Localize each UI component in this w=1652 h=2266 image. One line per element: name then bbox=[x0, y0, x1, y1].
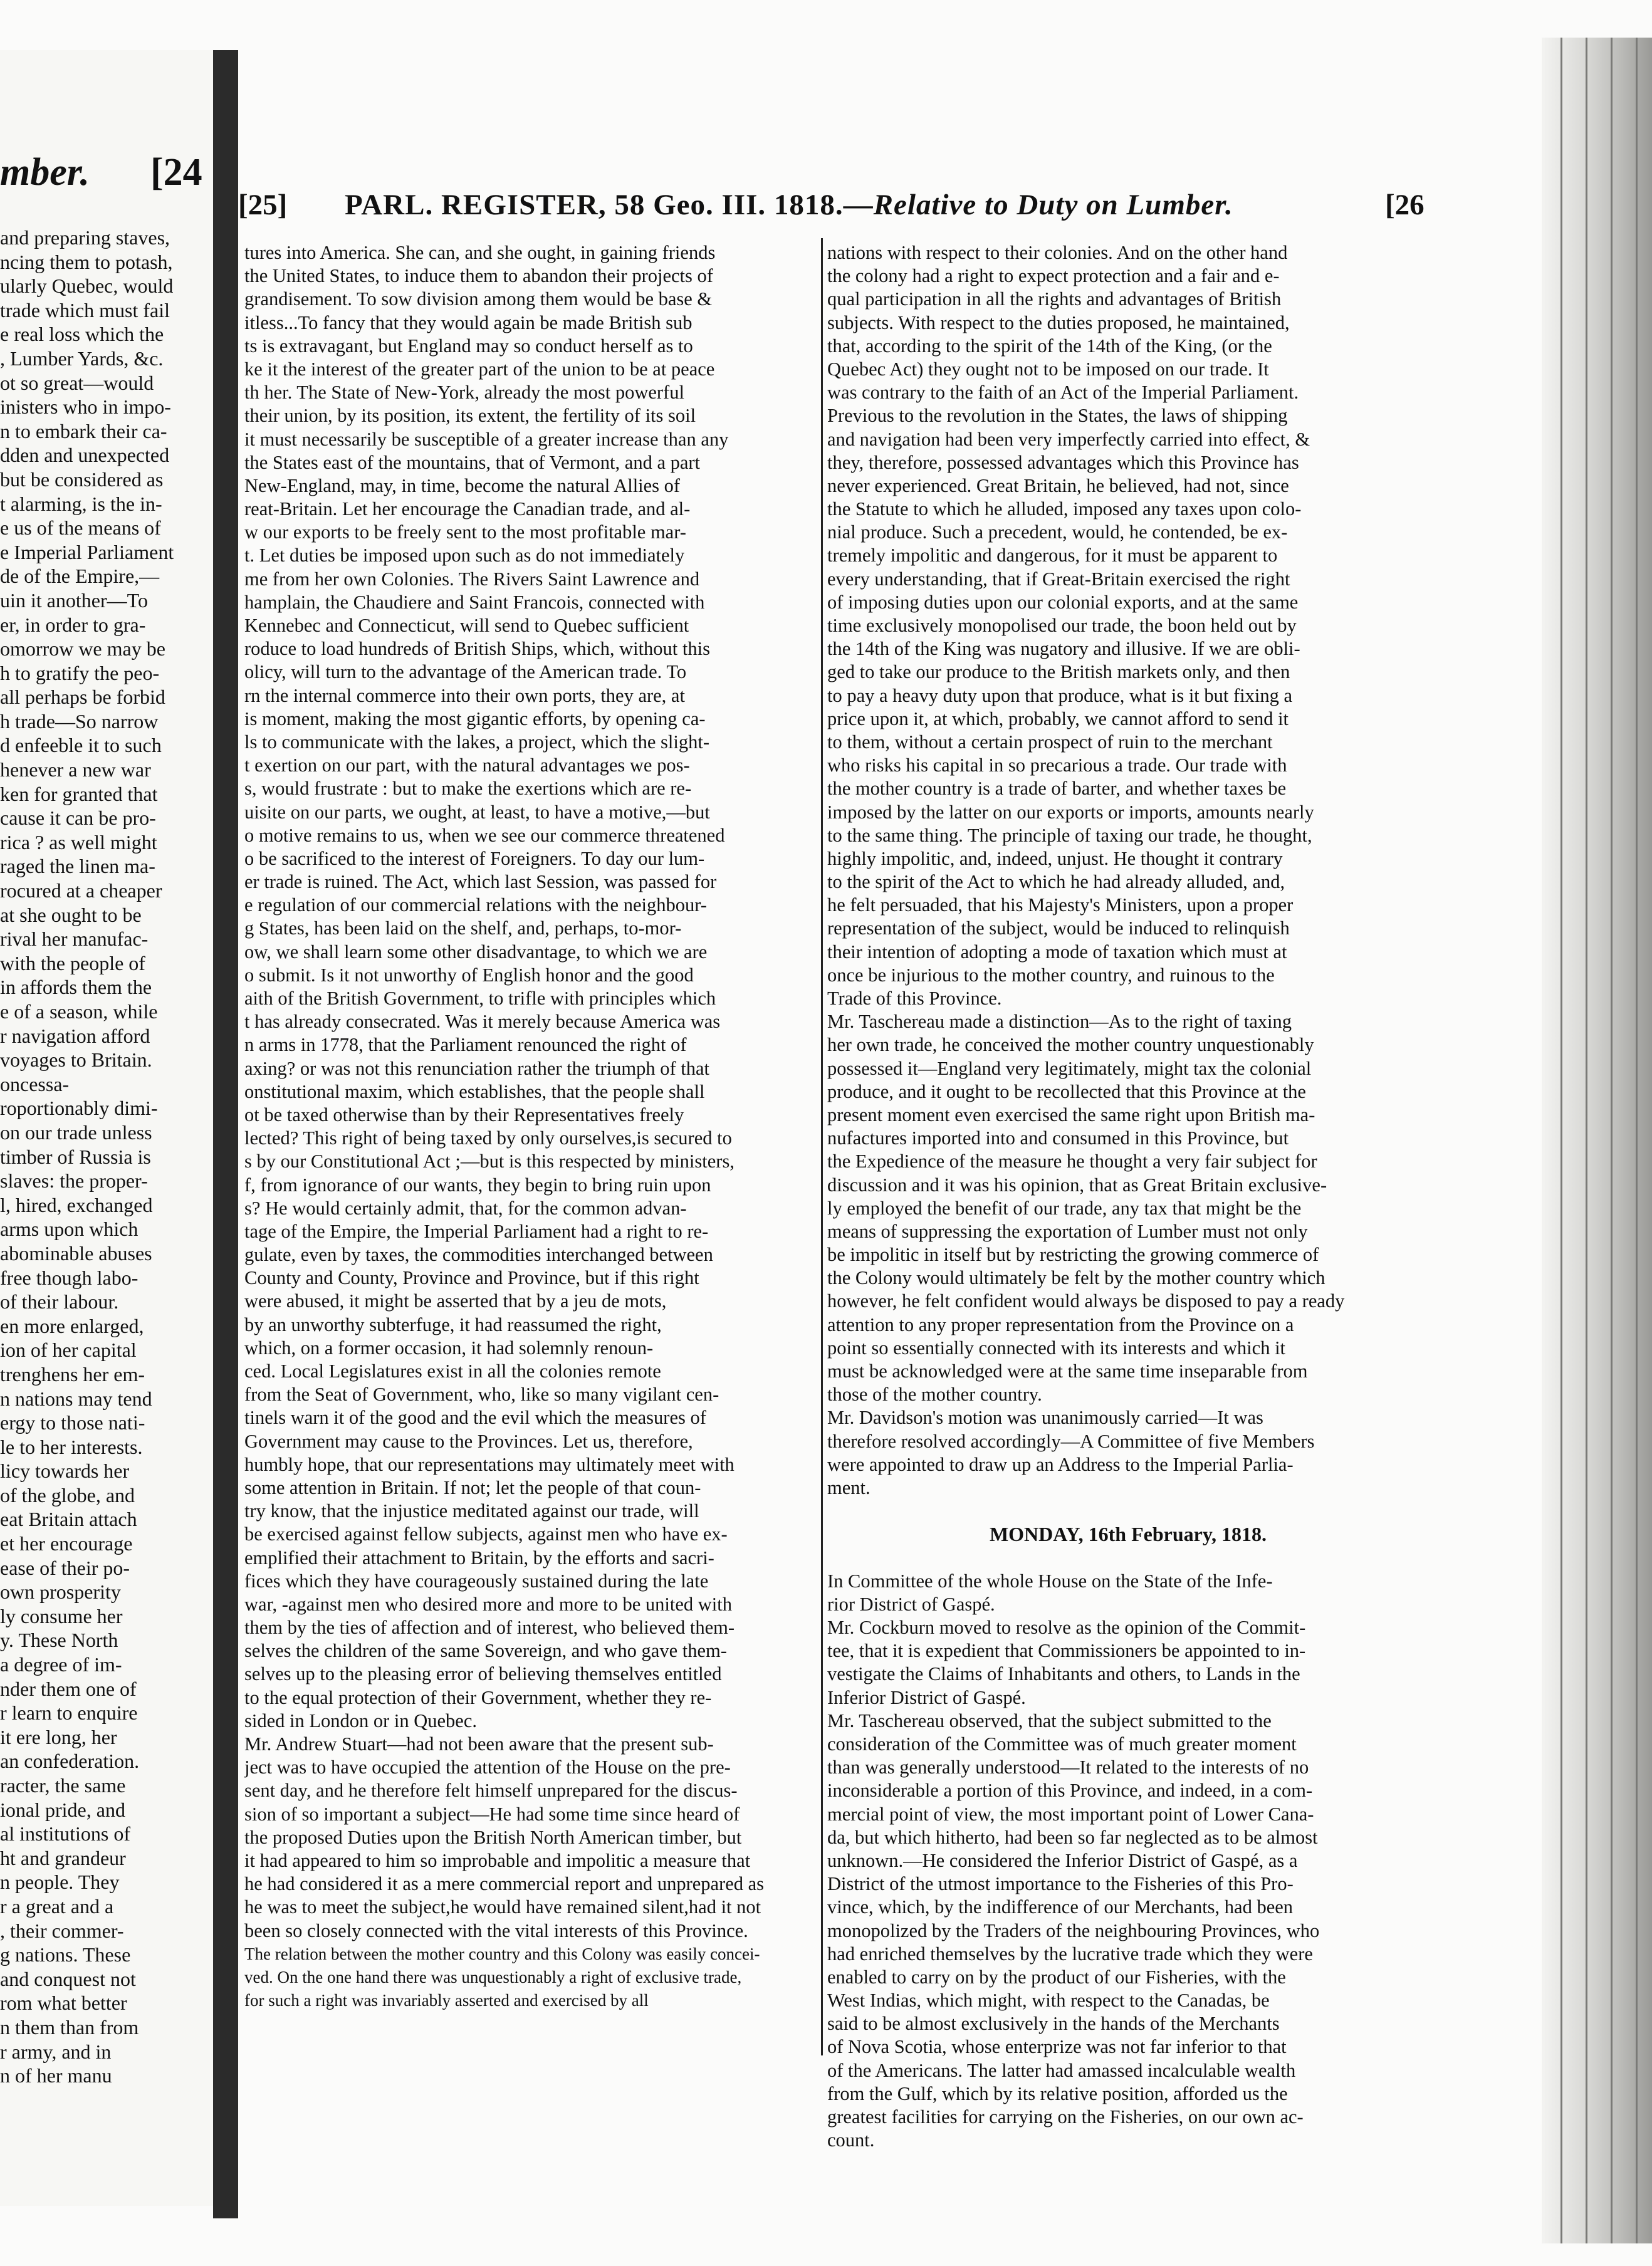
header-title bbox=[345, 188, 1233, 222]
text-line: imposed by the latter on our exports or imports, amounts nearly bbox=[827, 801, 1314, 823]
text-line: he was to meet the subject,he would have remained silent,had it not bbox=[244, 1896, 761, 1918]
text-line: which, on a former occasion, it had solemnly renoun- bbox=[244, 1337, 654, 1359]
facing-running-head: mber. bbox=[0, 151, 90, 194]
text-line: at she ought to be bbox=[0, 903, 142, 926]
text-line: fices which they have courageously sustained during the late bbox=[244, 1570, 709, 1592]
text-line: , Lumber Yards, &c. bbox=[0, 347, 164, 370]
text-line: nder them one of bbox=[0, 1677, 137, 1700]
text-line: rocured at a cheaper bbox=[0, 879, 162, 902]
text-line: er trade is ruined. The Act, which last Session, was passed for bbox=[244, 871, 717, 893]
text-line: roportionably dimi- bbox=[0, 1097, 158, 1120]
text-line: their intention of adopting a mode of taxation which must at bbox=[827, 941, 1287, 963]
text-line bbox=[827, 1500, 1429, 1523]
text-line bbox=[827, 1547, 1429, 1570]
text-line: grandisement. To sow division among them would be base & bbox=[244, 288, 713, 310]
text-line: r navigation afford bbox=[0, 1024, 150, 1047]
text-line: a degree of im- bbox=[0, 1653, 122, 1676]
text-line: he had considered it as a mere commercial report and unprepared as bbox=[244, 1873, 765, 1895]
text-line: racter, the same bbox=[0, 1774, 126, 1797]
text-line: the Expedience of the measure he thought a very fair subject for bbox=[827, 1151, 1317, 1172]
text-line: tures into America. She can, and she ought, in gaining friends bbox=[244, 242, 716, 263]
text-line: g nations. These bbox=[0, 1943, 131, 1966]
text-line: e regulation of our commercial relations with the neighbour- bbox=[244, 894, 707, 916]
text-line: tinels warn it of the good and the evil which the measures of bbox=[244, 1407, 706, 1429]
text-line: the United States, to induce them to abandon their projects of bbox=[244, 265, 713, 287]
text-line: omorrow we may be bbox=[0, 637, 165, 660]
text-line: possessed it—England very legitimately, might tax the colonial bbox=[827, 1057, 1312, 1079]
text-line: of imposing duties upon our colonial exports, and at the same bbox=[827, 591, 1299, 613]
text-line: l, hired, exchanged bbox=[0, 1193, 153, 1216]
text-line: nations with respect to their colonies. And on the other hand bbox=[827, 242, 1288, 263]
text-line: than was generally understood—It related to the interests of no bbox=[827, 1757, 1309, 1778]
text-line: on our trade unless bbox=[0, 1120, 152, 1144]
text-line: once be injurious to the mother country, and ruinous to the bbox=[827, 964, 1275, 986]
text-line: o submit. Is it not unworthy of English honor and the good bbox=[244, 964, 694, 986]
text-line: District of the utmost importance to the Fisheries of this Pro- bbox=[827, 1873, 1294, 1895]
text-line: is moment, making the most gigantic efforts, by opening ca- bbox=[244, 707, 706, 729]
text-line: free though labo- bbox=[0, 1266, 139, 1289]
page-edge-line bbox=[1611, 38, 1613, 2243]
text-line: and conquest not bbox=[0, 1967, 136, 1990]
text-line: from the Gulf, which by its relative position, afforded us the bbox=[827, 2082, 1288, 2104]
text-line: Government may cause to the Provinces. Let us, therefore, bbox=[244, 1430, 693, 1452]
header-title-italic: Relative to Duty on Lumber. bbox=[873, 189, 1233, 221]
facing-page-header bbox=[0, 150, 213, 195]
text-line: to the spirit of the Act to which he had already alluded, and, bbox=[827, 871, 1285, 893]
text-line: ion of her capital bbox=[0, 1339, 137, 1362]
text-line: County and County, Province and Province, but if this right bbox=[244, 1267, 699, 1289]
text-line: her own trade, he conceived the mother country unquestionably bbox=[827, 1034, 1314, 1056]
text-line: greatest facilities for carrying on the Fisheries, on our own ac- bbox=[827, 2106, 1304, 2128]
page-edge-line bbox=[1586, 38, 1587, 2243]
text-line: h to gratify the peo- bbox=[0, 661, 160, 684]
text-line: o be sacrificed to the interest of Foreigners. To day our lum- bbox=[244, 847, 705, 869]
facing-page-text bbox=[0, 226, 207, 2088]
text-line: axing? or was not this renunciation rather the triumph of that bbox=[244, 1057, 709, 1079]
text-line: produce, and it ought to be recollected that this Province at the bbox=[827, 1080, 1306, 1102]
text-line: The relation between the mother country and this Colony was easily concei- bbox=[244, 1944, 760, 1963]
text-line: it had appeared to him so improbable and impolitic a measure that bbox=[244, 1849, 751, 1871]
text-line: de of the Empire,— bbox=[0, 565, 160, 588]
text-line: rom what better bbox=[0, 1992, 127, 2015]
text-line: er, in order to gra- bbox=[0, 613, 146, 636]
text-line: In Committee of the whole House on the State of the Infe- bbox=[827, 1570, 1273, 1592]
text-line: ly consume her bbox=[0, 1604, 123, 1627]
text-line: ly employed the benefit of our trade, any tax that might be the bbox=[827, 1197, 1302, 1219]
text-line: of Nova Scotia, whose enterprize was not far inferior to that bbox=[827, 2036, 1287, 2058]
text-line: lected? This right of being taxed by only ourselves,is secured to bbox=[244, 1127, 732, 1149]
header-title-plain: PARL. REGISTER, 58 Geo. III. 1818.— bbox=[345, 189, 874, 221]
text-line: vince, which, by the indifference of our Merchants, had been bbox=[827, 1896, 1294, 1918]
text-line: ken for granted that bbox=[0, 782, 158, 805]
text-line: ot so great—would bbox=[0, 371, 154, 394]
text-line: th her. The State of New-York, already the most powerful bbox=[244, 382, 684, 404]
text-line: t has already consecrated. Was it merely because America was bbox=[244, 1011, 721, 1033]
text-line: olicy, will turn to the advantage of the American trade. To bbox=[244, 661, 687, 683]
text-line: gulate, even by taxes, the commodities interchanged between bbox=[244, 1244, 713, 1266]
text-line: to the equal protection of their Government, whether they re- bbox=[244, 1686, 712, 1708]
text-line: was contrary to the faith of an Act of the Imperial Parliament. bbox=[827, 382, 1299, 404]
text-line: onstitutional maxim, which establishes, that the people shall bbox=[244, 1080, 705, 1102]
text-line: n arms in 1778, that the Parliament renounced the right of bbox=[244, 1034, 687, 1056]
text-line: to pay a heavy duty upon that produce, what is it but fixing a bbox=[827, 684, 1293, 706]
text-line: war, -against men who desired more and more to be united with bbox=[244, 1593, 733, 1615]
text-line: highly impolitic, and, indeed, unjust. He thought it contrary bbox=[827, 847, 1283, 869]
text-line: rn the internal commerce into their own ports, they are, at bbox=[244, 684, 685, 706]
text-line: an confederation. bbox=[0, 1750, 140, 1773]
text-line: Quebec Act) they ought not to be imposed on our trade. It bbox=[827, 358, 1269, 380]
text-line: every understanding, that if Great-Britain exercised the right bbox=[827, 568, 1290, 590]
text-line: monopolized by the Traders of the neighbouring Provinces, who bbox=[827, 1919, 1320, 1941]
text-line: Mr. Davidson's motion was unanimously carried—It was bbox=[827, 1407, 1263, 1429]
text-line: g States, has been laid on the shelf, and, perhaps, to-mor- bbox=[244, 917, 682, 939]
text-line: arms upon which bbox=[0, 1218, 139, 1241]
text-line: le to her interests. bbox=[0, 1435, 143, 1458]
text-line: of the globe, and bbox=[0, 1483, 135, 1506]
text-line: ject was to have occupied the attention of the House on the pre- bbox=[244, 1757, 731, 1778]
text-line: New-England, may, in time, become the natural Allies of bbox=[244, 474, 681, 496]
text-line: were abused, it might be asserted that by a jeu de mots, bbox=[244, 1290, 667, 1312]
text-line: rior District of Gaspé. bbox=[827, 1593, 995, 1615]
text-line: it must necessarily be susceptible of a greater increase than any bbox=[244, 428, 729, 450]
text-line: own prosperity bbox=[0, 1580, 121, 1604]
text-line: n of her manu bbox=[0, 2064, 112, 2087]
text-line: it ere long, her bbox=[0, 1725, 117, 1748]
text-line: means of suppressing the exportation of Lumber must not only bbox=[827, 1220, 1308, 1242]
text-line: e of a season, while bbox=[0, 1000, 158, 1023]
text-line: n them than from bbox=[0, 2015, 139, 2039]
text-line: those of the mother country. bbox=[827, 1384, 1042, 1406]
text-line: point so essentially connected with its interests and which it bbox=[827, 1337, 1286, 1359]
text-line: da, but which hitherto, had been so far neglected as to be almost bbox=[827, 1826, 1318, 1848]
text-line: s by our Constitutional Act ;—but is this respected by ministers, bbox=[244, 1151, 735, 1172]
text-line: t exertion on our part, with the natural advantages we pos- bbox=[244, 754, 690, 776]
text-line: and preparing staves, bbox=[0, 226, 170, 249]
text-line: trade which must fail bbox=[0, 298, 170, 321]
text-line: sent day, and he therefore felt himself unprepared for the discus- bbox=[244, 1780, 738, 1802]
text-line: r a great and a bbox=[0, 1894, 114, 1918]
text-line: for such a right was invariably asserted and exercised by all bbox=[244, 1991, 649, 2010]
text-line: ergy to those nati- bbox=[0, 1411, 145, 1434]
text-line: nial produce. Such a precedent, would, he contended, be ex- bbox=[827, 521, 1288, 543]
text-line: time exclusively monopolised our trade, the boon held out by bbox=[827, 615, 1297, 636]
text-line: n to embark their ca- bbox=[0, 419, 167, 442]
text-line: Mr. Taschereau made a distinction—As to the right of taxing bbox=[827, 1011, 1292, 1033]
text-line: cause it can be pro- bbox=[0, 807, 156, 830]
text-line: n people. They bbox=[0, 1871, 120, 1894]
text-line: they, therefore, possessed advantages which this Province has bbox=[827, 451, 1299, 473]
text-line: voyages to Britain. bbox=[0, 1048, 152, 1072]
text-line: e real loss which the bbox=[0, 323, 164, 346]
column-right bbox=[827, 241, 1429, 2152]
text-line: s, would frustrate : but to make the exertions which are re- bbox=[244, 778, 692, 800]
text-line: and navigation had been very imperfectly carried into effect, & bbox=[827, 428, 1310, 450]
text-line: ment. bbox=[827, 1476, 870, 1498]
text-line: ged to take our produce to the British markets only, and then bbox=[827, 661, 1290, 683]
text-line: their union, by its position, its extent, the fertility of its soil bbox=[244, 405, 696, 427]
text-line: reat-Britain. Let her encourage the Canadian trade, and al- bbox=[244, 498, 691, 520]
text-line: licy towards her bbox=[0, 1459, 130, 1483]
text-line: all perhaps be forbid bbox=[0, 686, 165, 709]
left-page-number: [25] bbox=[238, 189, 288, 221]
text-line: had enriched themselves by the lucrative trade which they were bbox=[827, 1943, 1313, 1965]
text-line: uisite on our parts, we ought, at least, to have a motive,—but bbox=[244, 801, 710, 823]
text-line: therefore resolved accordingly—A Committee of five Members bbox=[827, 1430, 1315, 1452]
text-line: some attention in Britain. If not; let the people of that coun- bbox=[244, 1476, 701, 1498]
text-line: were appointed to draw up an Address to the Imperial Parlia- bbox=[827, 1453, 1294, 1475]
text-line: en more enlarged, bbox=[0, 1314, 144, 1337]
text-line: ional pride, and bbox=[0, 1798, 125, 1821]
text-line: must be acknowledged were at the same time inseparable from bbox=[827, 1360, 1308, 1382]
text-line: them by the ties of affection and of interest, who believed them- bbox=[244, 1617, 735, 1639]
text-line: the proposed Duties upon the British North American timber, but bbox=[244, 1826, 742, 1848]
text-line: ncing them to potash, bbox=[0, 250, 173, 273]
text-line: the 14th of the King was nugatory and illusive. If we are obli- bbox=[827, 638, 1300, 660]
text-line: the States east of the mountains, that of Vermont, and a part bbox=[244, 451, 701, 473]
text-line: inisters who in impo- bbox=[0, 395, 171, 419]
text-line: y. These North bbox=[0, 1629, 118, 1652]
text-line: r learn to enquire bbox=[0, 1701, 138, 1725]
text-line: Trade of this Province. bbox=[827, 988, 1002, 1009]
text-line: ved. On the one hand there was unquestionably a right of exclusive trade, bbox=[244, 1967, 742, 1987]
text-line: of their labour. bbox=[0, 1290, 119, 1313]
text-line: trenghens her em- bbox=[0, 1362, 145, 1386]
text-line: ke it the interest of the greater part of the union to be at peace bbox=[244, 358, 715, 380]
text-line: ts is extravagant, but England may so conduct herself as to bbox=[244, 335, 693, 357]
text-line: hamplain, the Chaudiere and Saint Francois, connected with bbox=[244, 591, 705, 613]
text-line: nufactures imported into and consumed in this Province, but bbox=[827, 1127, 1289, 1149]
text-line: in affords them the bbox=[0, 976, 152, 999]
text-line: been so closely connected with the vital interests of this Province. bbox=[244, 1919, 748, 1941]
text-line: but be considered as bbox=[0, 467, 164, 491]
text-line: uin it another—To bbox=[0, 588, 148, 612]
text-line: n nations may tend bbox=[0, 1387, 152, 1410]
text-line: West Indias, which might, with respect to the Canadas, be bbox=[827, 1990, 1270, 2012]
text-line: eat Britain attach bbox=[0, 1508, 137, 1531]
text-line: f, from ignorance of our wants, they begin to bring ruin upon bbox=[244, 1174, 711, 1196]
column-left bbox=[244, 241, 815, 2012]
text-line: subjects. With respect to the duties proposed, he maintained, bbox=[827, 311, 1290, 333]
text-line: the colony had a right to expect protection and a fair and e- bbox=[827, 265, 1280, 287]
text-line: unknown.—He considered the Inferior District of Gaspé, as a bbox=[827, 1849, 1298, 1871]
text-line: me from her own Colonies. The Rivers Saint Lawrence and bbox=[244, 568, 700, 590]
text-line: Inferior District of Gaspé. bbox=[827, 1686, 1026, 1708]
text-line: rival her manufac- bbox=[0, 927, 149, 951]
page-edges bbox=[1542, 38, 1652, 2243]
text-line: e us of the means of bbox=[0, 516, 161, 540]
text-line: e Imperial Parliament bbox=[0, 540, 174, 563]
text-line: enabled to carry on by the product of our Fisheries, with the bbox=[827, 1966, 1286, 1988]
text-line: t. Let duties be imposed upon such as do not immediately bbox=[244, 545, 685, 566]
facing-page-number: [24 bbox=[150, 151, 202, 194]
text-line: h trade—So narrow bbox=[0, 709, 159, 733]
text-line: count. bbox=[827, 2129, 875, 2151]
text-line: discussion and it was his opinion, that as Great Britain exclusive- bbox=[827, 1174, 1327, 1196]
text-line: representation of the subject, would be induced to relinquish bbox=[827, 917, 1290, 939]
text-line: oncessa- bbox=[0, 1072, 70, 1095]
text-line: ot be taxed otherwise than by their Representatives freely bbox=[244, 1104, 684, 1125]
text-line: selves up to the pleasing error of believing themselves entitled bbox=[244, 1663, 722, 1685]
page-edge-line bbox=[1636, 38, 1638, 2243]
text-line: emplified their attachment to Britain, by the efforts and sacri- bbox=[244, 1547, 714, 1569]
column-rule bbox=[821, 238, 823, 2055]
text-line: sided in London or in Quebec. bbox=[244, 1710, 478, 1731]
text-line: said to be almost exclusively in the hands of the Merchants bbox=[827, 2013, 1280, 2035]
text-line: from the Seat of Government, who, like so many vigilant cen- bbox=[244, 1384, 719, 1406]
text-line: Previous to the revolution in the States, the laws of shipping bbox=[827, 405, 1288, 427]
text-line: humbly hope, that our representations may ultimately meet with bbox=[244, 1453, 735, 1475]
text-line: never experienced. Great Britain, he believed, had not, since bbox=[827, 474, 1289, 496]
text-line: the Statute to which he alluded, imposed any taxes upon colo- bbox=[827, 498, 1302, 520]
text-line: , their commer- bbox=[0, 1919, 124, 1942]
text-line: be impolitic in itself but by restricting the growing commerce of bbox=[827, 1244, 1319, 1266]
text-line: s? He would certainly admit, that, for the common advan- bbox=[244, 1197, 687, 1219]
running-header bbox=[238, 188, 1517, 232]
text-line: inconsiderable a portion of this Province, and indeed, in a com- bbox=[827, 1780, 1313, 1802]
text-line: et her encourage bbox=[0, 1532, 133, 1555]
text-line: al institutions of bbox=[0, 1822, 130, 1846]
text-line: raged the linen ma- bbox=[0, 855, 155, 878]
text-line: mercial point of view, the most important point of Lower Cana- bbox=[827, 1803, 1314, 1825]
page-edge-line bbox=[1561, 38, 1562, 2243]
text-line: price upon it, at which, probably, we cannot afford to send it bbox=[827, 707, 1289, 729]
text-line: d enfeeble it to such bbox=[0, 734, 162, 757]
right-page-number: [26 bbox=[1385, 189, 1425, 221]
text-line: itless...To fancy that they would again be made British sub bbox=[244, 311, 693, 333]
text-line: by an unworthy subterfuge, it had reassumed the right, bbox=[244, 1313, 662, 1335]
text-line: that, according to the spirit of the 14th of the King, (or the bbox=[827, 335, 1272, 357]
text-line: sion of so important a subject—He had some time since heard of bbox=[244, 1803, 740, 1825]
text-line: to the same thing. The principle of taxing our trade, he thought, bbox=[827, 824, 1312, 846]
text-line: ularly Quebec, would bbox=[0, 274, 174, 298]
text-line: r army, and in bbox=[0, 2040, 112, 2063]
text-line: Kennebec and Connecticut, will send to Quebec sufficient bbox=[244, 615, 689, 636]
text-line: o motive remains to us, when we see our commerce threatened bbox=[244, 824, 725, 846]
text-line: be exercised against fellow subjects, against men who have ex- bbox=[244, 1523, 728, 1545]
text-line: however, he felt confident would always be disposed to pay a ready bbox=[827, 1290, 1345, 1312]
text-line: he felt persuaded, that his Majesty's Ministers, upon a proper bbox=[827, 894, 1294, 916]
text-line: the Colony would ultimately be felt by the mother country which bbox=[827, 1267, 1325, 1289]
text-line: tee, that it is expedient that Commissioners be appointed to in- bbox=[827, 1640, 1306, 1662]
text-line: consideration of the Committee was of much greater moment bbox=[827, 1733, 1297, 1755]
text-line: selves the children of the same Sovereign, and who gave them- bbox=[244, 1640, 727, 1662]
text-line: w our exports to be freely sent to the most profitable mar- bbox=[244, 521, 686, 543]
text-line: rica ? as well might bbox=[0, 830, 157, 854]
text-line: try know, that the injustice meditated against our trade, will bbox=[244, 1500, 699, 1522]
text-line: Mr. Taschereau observed, that the subject submitted to the bbox=[827, 1710, 1272, 1731]
text-line: timber of Russia is bbox=[0, 1145, 151, 1168]
text-line: t alarming, is the in- bbox=[0, 492, 162, 515]
text-line: to them, without a certain prospect of ruin to the merchant bbox=[827, 731, 1273, 753]
text-line: ow, we shall learn some other disadvantage, to which we are bbox=[244, 941, 708, 963]
text-line: of the Americans. The latter had amassed incalculable wealth bbox=[827, 2059, 1296, 2081]
text-line: with the people of bbox=[0, 951, 145, 974]
text-line: abominable abuses bbox=[0, 1241, 152, 1265]
text-line: ced. Local Legislatures exist in all the colonies remote bbox=[244, 1360, 661, 1382]
text-line: roduce to load hundreds of British Ships, which, without this bbox=[244, 638, 710, 660]
text-line: dden and unexpected bbox=[0, 444, 170, 467]
text-line: attention to any proper representation from the Province on a bbox=[827, 1313, 1294, 1335]
text-line: ls to communicate with the lakes, a project, which the slight- bbox=[244, 731, 709, 753]
text-line: Mr. Cockburn moved to resolve as the opinion of the Commit- bbox=[827, 1617, 1306, 1639]
text-line: slaves: the proper- bbox=[0, 1169, 148, 1193]
text-line: Mr. Andrew Stuart—had not been aware that the present sub- bbox=[244, 1733, 714, 1755]
book-gutter bbox=[213, 50, 238, 2218]
text-line: tremely impolitic and dangerous, for it must be apparent to bbox=[827, 545, 1278, 566]
text-line: vestigate the Claims of Inhabitants and others, to Lands in the bbox=[827, 1663, 1300, 1685]
text-line: present moment even exercised the same right upon British ma- bbox=[827, 1104, 1315, 1125]
text-line: tage of the Empire, the Imperial Parliament had a right to re- bbox=[244, 1220, 709, 1242]
text-line: aith of the British Government, to trifle with principles which bbox=[244, 988, 716, 1009]
text-line: ht and grandeur bbox=[0, 1846, 126, 1869]
text-line: MONDAY, 16th February, 1818. bbox=[989, 1523, 1267, 1546]
text-line: qual participation in all the rights and advantages of British bbox=[827, 288, 1282, 310]
text-line: henever a new war bbox=[0, 758, 151, 781]
text-line: who risks his capital in so precarious a trade. Our trade with bbox=[827, 754, 1287, 776]
text-line: the mother country is a trade of barter, and whether taxes be bbox=[827, 778, 1287, 800]
text-line: ease of their po- bbox=[0, 1556, 130, 1579]
